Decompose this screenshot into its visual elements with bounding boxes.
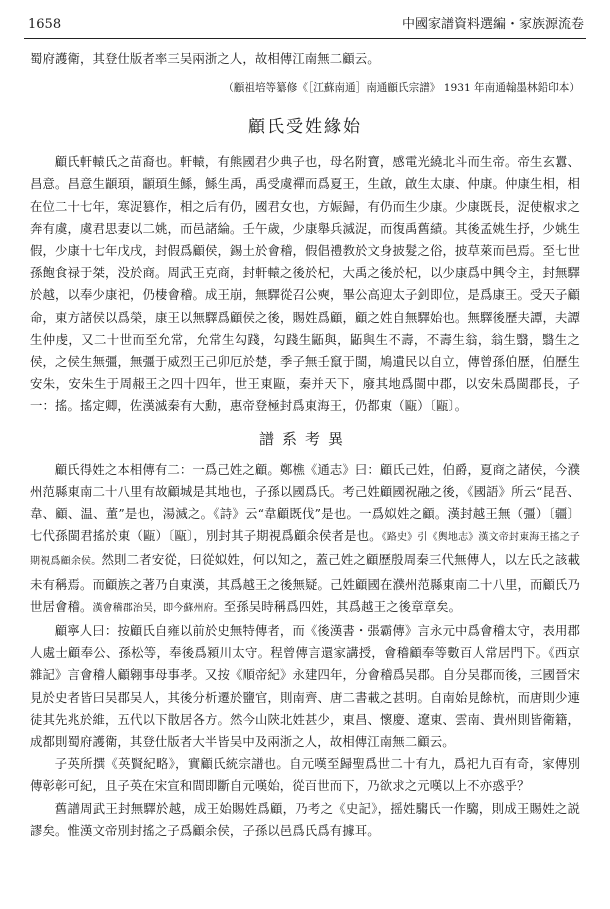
page-header <box>24 12 586 39</box>
paragraph-old-genealogy: 舊譜周武王封無驛於越，成王始賜姓爲顧，乃考之《史記》，摇姓騶氏一作騶，則成王賜姓之説謬矣。惟漢文帝別封搖之子爲顧余侯，子孫以邑爲氏爲有據耳。 <box>30 800 580 838</box>
page-number: 1658 <box>28 17 62 32</box>
inline-note: 漢會稽郡治吴，即今蘇州府。 <box>92 602 224 614</box>
section2-title: 譜系考異 <box>258 429 351 448</box>
paragraph-text: 至孫吴時稱爲四姓，其爲越王之後章章矣。 <box>223 598 462 614</box>
paragraph-text: 然則二者安從，曰從姒姓，何以知之，蓋己姓之顧歷殷周秦三代無傳人，以左氏之該載未有稱焉。而顧族之著乃自東漢，其爲越王之後無疑。己姓顧國在濮州范縣東南二十八里，而顧氏乃世居會稽。 <box>30 552 580 614</box>
paragraph-ziying: 子英所撰《英賢紀略》，實顧氏統宗譜也。自元嘆至歸聖爲世二十有九，爲祀九百有奇，家傳別傳彰彰可紀，且子英在宋宣和間即斷自元嘆始，從百世而下，乃欲求之元嘆以上不亦惑乎？ <box>30 756 580 794</box>
source-citation: （顧祖培等纂修《［江蘇南通］南通顧氏宗譜》 1931 年南通翰墨林鉛印本） <box>223 82 580 95</box>
paragraph-text: 顧氏得姓之本相傳有二：一爲己姓之顧。鄭樵《通志》曰：顧氏己姓，伯爵，夏商之諸侯，今濮州范縣東南二十八里有故顧城是其地也，子孫以國爲氏。考己姓顧國祝融之後，《國語》所云“昆吾、韋、顧、温、董”是也，湯滅之。《詩》云“韋顧既伐”是也。一爲姒姓之顧。漢封越王無（彊）〔疆〕七代孫閩君搖於東（甌）〔甌〕，別封其子期視爲顧余侯者是也。 <box>30 461 580 544</box>
paragraph-origin: 顧氏軒轅氏之苗裔也。軒轅，有熊國君少典子也，母名附寶，感電光繞北斗而生帝。帝生玄囂、昌意。昌意生顓頊，顓頊生鯀，鯀生禹，禹受虞禪而爲夏王，生啟，啟生太康、仲康。仲康生相，相在位二十七年，寒浞篡作，相之后有仍，國君女也，方娠歸，有仍而生少康。少康既長，浞使椒求之奔有虞，虞君思妻以二姚，而邑諸綸。壬午歲，少康舉兵滅浞，而復禹舊績。其後孟姚生抒，少姚生假，少康十七年戊戌，封假爲顧侯，錫土於會稽，假倡禮教於文身披髮之俗，披草萊而邑焉。至七世孫飽食禄于桀，没於商。周武王克商，封軒轅之後於杞，大禹之後於杞，以少康爲中興令主，封無驛於越，以奉少康祀，仍棲會稽。成王崩，無驛從召公奭，畢公高迎太子釗即位，是爲康王。受天子顧命，東方諸侯以爲榮，康王以無驛爲顧侯之後，賜姓爲顧，顧之姓自無驛始也。無驛後歷夫譚，夫譚生仲虔，又二十世而至允常，允常生勾踐，勾踐生鼫與，鼫與生不壽，不壽生翁，翁生翳，翳生之侯，之侯生無彊，無彊于威烈王己卯厄於楚，季子無壬竄于閩，鳩遺民以自立，傳曾孫伯歷，伯歷生安朱，安朱生于周赧王之四十四年，世王東甌，秦并天下，廢其地爲閩中郡，以安朱爲閩郡長，子一：搖。搖定卿，佐漢滅秦有大勳，惠帝登極封爲東海王，仍都東（甌）〔甌〕。 <box>30 154 580 414</box>
intro-line: 蜀府護衛，其登仕版者率三吴兩浙之人，故相傳江南無二顧云。 <box>30 51 380 66</box>
paragraph-genealogy <box>30 459 580 620</box>
running-title: 中國家譜資料選編・家族源流卷 <box>401 17 584 32</box>
inline-note: 《路史》引《輿地志》漢文帝封東海王搖之子期視爲顧余侯。 <box>30 532 581 568</box>
section-title: 顧氏受姓緣始 <box>248 117 362 138</box>
page-body <box>30 48 580 842</box>
paragraph-gu-ningren: 顧寧人曰：按顧氏自雍以前於史無特傳者，而《後漢書・張霸傳》言永元中爲會稽太守，表用郡人處士顧奉公、孫松等，奉後爲潁川太守。程曾傳言還家講授，會稽顧奉等數百人常居門下。《西京雜記》言會稽人顧翱事母事孝。又按《順帝紀》永建四年，分會稽爲吴郡。自分吴郡而後，三國晉宋見於史者皆曰吴郡吴人，其後分析遷於鹽官，則南齊、唐二書載之甚明。自南始見餘杭，而唐則少連徒其先兆於維，五代以下散居各方。然今山陝北姓甚少，東昌、懷慶、遼東、雲南、貴州則皆衛籍，成都則蜀府護衛，其登仕版者大半皆吴中及兩浙之人，故相傳江南無二顧云。 <box>30 623 580 750</box>
